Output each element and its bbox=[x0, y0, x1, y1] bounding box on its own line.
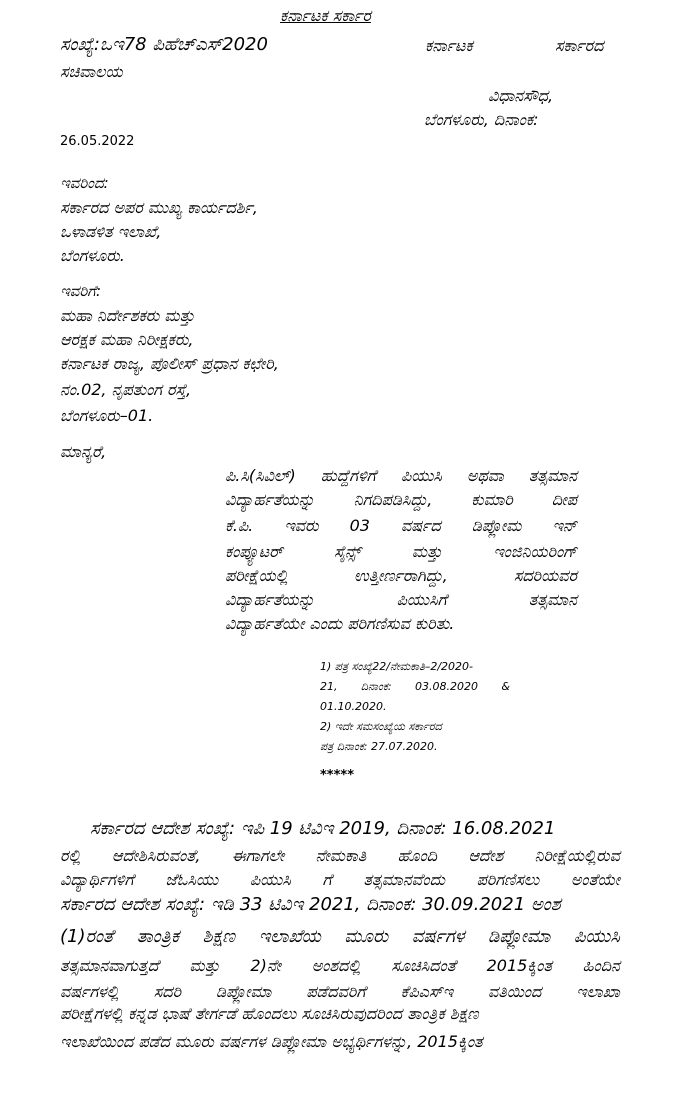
salutation: ಮಾನ್ಯರೆ, bbox=[60, 442, 107, 461]
subject-word: ಸದರಿಯವರ bbox=[513, 566, 577, 585]
body-line bbox=[60, 870, 620, 890]
body-word: ಇಲಾಖೆಯ bbox=[258, 926, 321, 947]
body-word: ಇಲಾಖಾ bbox=[576, 982, 620, 1001]
body-word: ಆದೇಶ bbox=[468, 846, 504, 865]
subject-word: ನಿಗದಿಪಡಿಸಿದ್ದು, bbox=[353, 490, 433, 509]
body-line: ಪರೀಕ್ಷೆಗಳಲ್ಲಿ ಕನ್ನಡ ಭಾಷೆ ತೇರ್ಗಡೆ ಹೊಂದಲು ಸೂಚಿಸಿರುವುದರಿಂದ ತಾಂತ್ರಿಕ ಶಿಕ್ಷಣ bbox=[60, 1004, 479, 1023]
body-line bbox=[60, 846, 620, 866]
subject-word: ವಿದ್ಯಾರ್ಹತೆಯನ್ನು bbox=[225, 490, 315, 509]
body-word: ಹಿಂದಿನ bbox=[582, 956, 620, 975]
subject-word: ಡಿಪ್ಲೋಮ bbox=[471, 516, 522, 535]
secretariat-word-1: ಕರ್ನಾಟಕ bbox=[425, 36, 473, 55]
reference-word: ದಿನಾಂಕ: bbox=[360, 680, 392, 693]
subject-line bbox=[225, 466, 577, 486]
subject-word: ಮತ್ತು bbox=[411, 542, 443, 561]
body-word: ಈಗಾಗಲೇ bbox=[231, 846, 285, 865]
subject-word: ತತ್ಸಮಾನ bbox=[528, 466, 577, 485]
reference-2-line-1: 2) ಇದೇ ಸಮಸಂಖ್ಯೆಯ ಸರ್ಕಾರದ bbox=[320, 720, 442, 733]
body-word: ಜೆಓಸಿಯು bbox=[165, 870, 219, 889]
body-word: ಹೊಂದಿ bbox=[397, 846, 438, 865]
subject-word: ಪಿಯುಸಿಗೆ bbox=[396, 590, 447, 609]
subject-word: ಪಿಯುಸಿ bbox=[400, 466, 442, 485]
body-word: ಡಿಪ್ಲೋಮಾ bbox=[488, 926, 551, 947]
subject-line bbox=[225, 566, 577, 586]
body-word: ಪರಿಗಣಿಸಲು bbox=[476, 870, 540, 889]
body-word: ಕೆಪಿಎಸ್‌ಇ bbox=[400, 982, 454, 1001]
subject-word: ಕೆ.ಪಿ. bbox=[225, 516, 254, 535]
subject-line bbox=[225, 490, 577, 510]
body-word: ಮೂರು bbox=[344, 926, 389, 947]
body-word: ಆದೇಶಿಸಿರುವಂತೆ, bbox=[111, 846, 201, 865]
body-word: ತತ್ಸಮಾನವಾಗುತ್ತದೆ bbox=[60, 956, 159, 975]
subject-word: ಇಂಜಿನಿಯರಿಂಗ್ bbox=[493, 542, 577, 561]
body-word: ನಿರೀಕ್ಷೆಯಲ್ಲಿರುವ bbox=[534, 846, 620, 865]
body-word: ಶಿಕ್ಷಣ bbox=[202, 926, 236, 947]
reference-1-line-3: 01.10.2020. bbox=[320, 700, 387, 713]
subject-word: 03 bbox=[349, 516, 370, 535]
place-name: ವಿಧಾನಸೌಧ, bbox=[488, 86, 554, 105]
body-line bbox=[60, 982, 620, 1002]
body-word: ನೇಮಕಾತಿ bbox=[315, 846, 367, 865]
reference-word: & bbox=[501, 680, 510, 693]
from-line: ಸರ್ಕಾರದ ಅಪರ ಮುಖ್ಯ ಕಾರ್ಯದರ್ಶಿ, bbox=[60, 198, 258, 217]
subject-word: ವರ್ಷದ bbox=[400, 516, 441, 535]
reference-2-line-2: ಪತ್ರ ದಿನಾಂಕ: 27.07.2020. bbox=[320, 740, 438, 753]
subject-line bbox=[225, 590, 577, 610]
to-line: ಆರಕ್ಷಕ ಮಹಾ ನಿರೀಕ್ಷಕರು, bbox=[60, 330, 194, 349]
body-word: ಅಂತೆಯೇ bbox=[570, 870, 620, 889]
body-word: ಪಡೆದವರಿಗೆ bbox=[306, 982, 366, 1001]
reference-1-line-2 bbox=[320, 680, 510, 694]
subject-word: ಸೈನ್ಸ್ bbox=[334, 542, 361, 561]
subject-line bbox=[225, 542, 577, 562]
subject-word: ಪರೀಕ್ಷೆಯಲ್ಲಿ bbox=[225, 566, 288, 585]
body-line bbox=[60, 956, 620, 976]
subject-line-last: ವಿದ್ಯಾರ್ಹತೆಯೇ ಎಂದು ಪರಿಗಣಿಸುವ ಕುರಿತು. bbox=[225, 614, 455, 633]
body-word: ವರ್ಷಗಳ bbox=[411, 926, 465, 947]
separator-stars: ***** bbox=[320, 768, 354, 783]
body-word: ತಾಂತ್ರಿಕ bbox=[136, 926, 180, 947]
body-word: 2)ನೇ bbox=[250, 956, 281, 975]
to-line: ಮಹಾ ನಿರ್ದೇಶಕರು ಮತ್ತು bbox=[60, 306, 195, 325]
body-word: ಅಂಶದಲ್ಲಿ bbox=[311, 956, 361, 975]
reference-word: 03.08.2020 bbox=[414, 680, 478, 693]
document-title: ಕರ್ನಾಟಕ ಸರ್ಕಾರ bbox=[280, 6, 371, 25]
body-word: ಸದರಿ bbox=[153, 982, 182, 1001]
subject-word: ಹುದ್ದೆಗಳಿಗೆ bbox=[320, 466, 376, 485]
order-number: ಸಂಖ್ಯೆ:ಒಇ78 ಪಿಹೆಚ್ಎಸ್2020 bbox=[60, 34, 268, 55]
secretariat-word-2: ಸರ್ಕಾರದ bbox=[555, 36, 604, 55]
reference-1-line-1: 1) ಪತ್ರ ಸಂಖ್ಯೆ22/ನೇಮಕಾತಿ–2/2020- bbox=[320, 660, 474, 673]
subject-word: ಅಥವಾ bbox=[466, 466, 504, 485]
subject-line bbox=[225, 516, 577, 536]
body-word: ಮತ್ತು bbox=[189, 956, 220, 975]
body-word: ವತಿಯಿಂದ bbox=[487, 982, 542, 1001]
reference-word: 21, bbox=[320, 680, 338, 693]
body-line: ಸರ್ಕಾರದ ಆದೇಶ ಸಂಖ್ಯೆ: ಇಪಿ 19 ಟಿವಿಇ 2019, ದಿನಾಂಕ: 16.08.2021 bbox=[90, 818, 556, 839]
body-word: ಡಿಪ್ಲೋಮಾ bbox=[215, 982, 272, 1001]
subject-word: ಪಿ.ಸಿ(ಸಿವಿಲ್) bbox=[225, 466, 296, 485]
subject-word: ವಿದ್ಯಾರ್ಹತೆಯನ್ನು bbox=[225, 590, 315, 609]
body-word: 2015ಕ್ಕಿಂತ bbox=[486, 956, 552, 975]
body-word: ಪಿಯುಸಿ bbox=[573, 926, 620, 947]
subject-word: ಕಂಪ್ಯೂಟರ್ bbox=[225, 542, 283, 561]
city-date-label: ಬೆಂಗಳೂರು, ದಿನಾಂಕ: bbox=[424, 110, 539, 129]
body-word: ಪಿಯುಸಿ bbox=[249, 870, 291, 889]
body-word: (1)ರಂತೆ bbox=[60, 926, 114, 947]
to-label: ಇವರಿಗೆ: bbox=[60, 282, 102, 300]
subject-word: ಉತ್ತೀರ್ಣರಾಗಿದ್ದು, bbox=[353, 566, 448, 585]
from-line: ಒಳಾಡಳಿತ ಇಲಾಖೆ, bbox=[60, 222, 162, 241]
body-line: ಇಲಾಖೆಯಿಂದ ಪಡೆದ ಮೂರು ವರ್ಷಗಳ ಡಿಪ್ಲೋಮಾ ಅಭ್ಯರ್ಥಿಗಳನ್ನು, 2015ಕ್ಕಿಂತ bbox=[60, 1032, 483, 1051]
to-line: ಕರ್ನಾಟಕ ರಾಜ್ಯ, ಪೊಲೀಸ್ ಪ್ರಧಾನ ಕಛೇರಿ, bbox=[60, 354, 279, 373]
letter-date: 26.05.2022 bbox=[60, 134, 135, 149]
to-line: ನಂ.02, ನೃಪತುಂಗ ರಸ್ತೆ, bbox=[60, 380, 192, 399]
secretariat-word-3: ಸಚಿವಾಲಯ bbox=[60, 62, 123, 81]
subject-word: ತತ್ಸಮಾನ bbox=[528, 590, 577, 609]
body-word: ತತ್ಸಮಾನವೆಂದು bbox=[363, 870, 446, 889]
body-word: ವಿದ್ಯಾರ್ಥಿಗಳಿಗೆ bbox=[60, 870, 134, 889]
body-word: ಸೂಚಿಸಿದಂತೆ bbox=[391, 956, 456, 975]
body-word: ರಲ್ಲಿ bbox=[60, 846, 81, 865]
from-line: ಬೆಂಗಳೂರು. bbox=[60, 246, 125, 265]
body-line: ಸರ್ಕಾರದ ಆದೇಶ ಸಂಖ್ಯೆ: ಇಡಿ 33 ಟಿವಿಇ 2021, ದಿನಾಂಕ: 30.09.2021 ಅಂಶ bbox=[60, 894, 561, 915]
from-label: ಇವರಿಂದ: bbox=[60, 174, 109, 192]
subject-word: ಇನ್ bbox=[552, 516, 577, 535]
subject-word: ಇವರು bbox=[284, 516, 319, 535]
to-line: ಬೆಂಗಳೂರು–01. bbox=[60, 406, 154, 425]
body-word: ವರ್ಷಗಳಲ್ಲಿ bbox=[60, 982, 119, 1001]
body-word: ಗೆ bbox=[322, 870, 332, 889]
subject-word: ದೀಪ bbox=[551, 490, 577, 509]
subject-word: ಕುಮಾರಿ bbox=[471, 490, 513, 509]
body-line bbox=[60, 926, 620, 947]
